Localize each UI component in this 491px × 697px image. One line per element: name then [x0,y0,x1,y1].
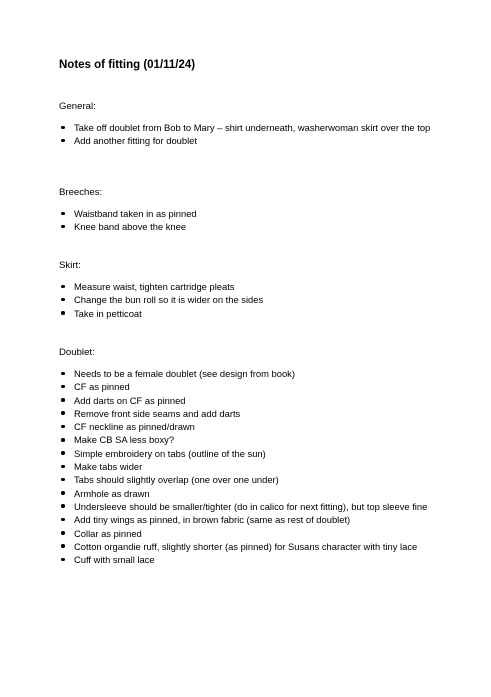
list-item: Add darts on CF as pinned [59,394,431,407]
list-item: Waistband taken in as pinned [59,207,431,220]
general-list [59,121,431,148]
section-heading-doublet: Doublet: [59,347,95,358]
list-item: Armhole as drawn [59,487,431,500]
section-heading-skirt: Skirt: [59,260,81,271]
list-item: Cuff with small lace [59,553,431,566]
list-item: Make CB SA less boxy? [59,433,431,446]
section-heading-general: General: [59,101,96,112]
doublet-list [59,367,431,566]
list-item: Add another fitting for doublet [59,134,431,147]
list-item: Change the bun roll so it is wider on the sides [59,293,431,306]
list-item: Undersleeve should be smaller/tighter (do in calico for next fitting), but top sleeve fine [59,500,431,513]
list-item: CF neckline as pinned/drawn [59,420,431,433]
list-item: Collar as pinned [59,527,431,540]
list-item: Cotton organdie ruff, slightly shorter (as pinned) for Susans character with tiny lace [59,540,431,553]
list-item: Take off doublet from Bob to Mary – shirt underneath, washerwoman skirt over the top [59,121,431,134]
list-item: CF as pinned [59,380,431,393]
list-item: Add tiny wings as pinned, in brown fabric (same as rest of doublet) [59,513,431,526]
skirt-list [59,280,431,320]
list-item: Knee band above the knee [59,220,431,233]
list-item: Needs to be a female doublet (see design from book) [59,367,431,380]
section-heading-breeches: Breeches: [59,187,103,198]
list-item: Measure waist, tighten cartridge pleats [59,280,431,293]
list-item: Remove front side seams and add darts [59,407,431,420]
page-title: Notes of fitting (01/11/24) [59,59,196,71]
list-item: Simple embroidery on tabs (outline of the sun) [59,447,431,460]
breeches-list [59,207,431,234]
list-item: Tabs should slightly overlap (one over one under) [59,473,431,486]
list-item: Make tabs wider [59,460,431,473]
list-item: Take in petticoat [59,307,431,320]
